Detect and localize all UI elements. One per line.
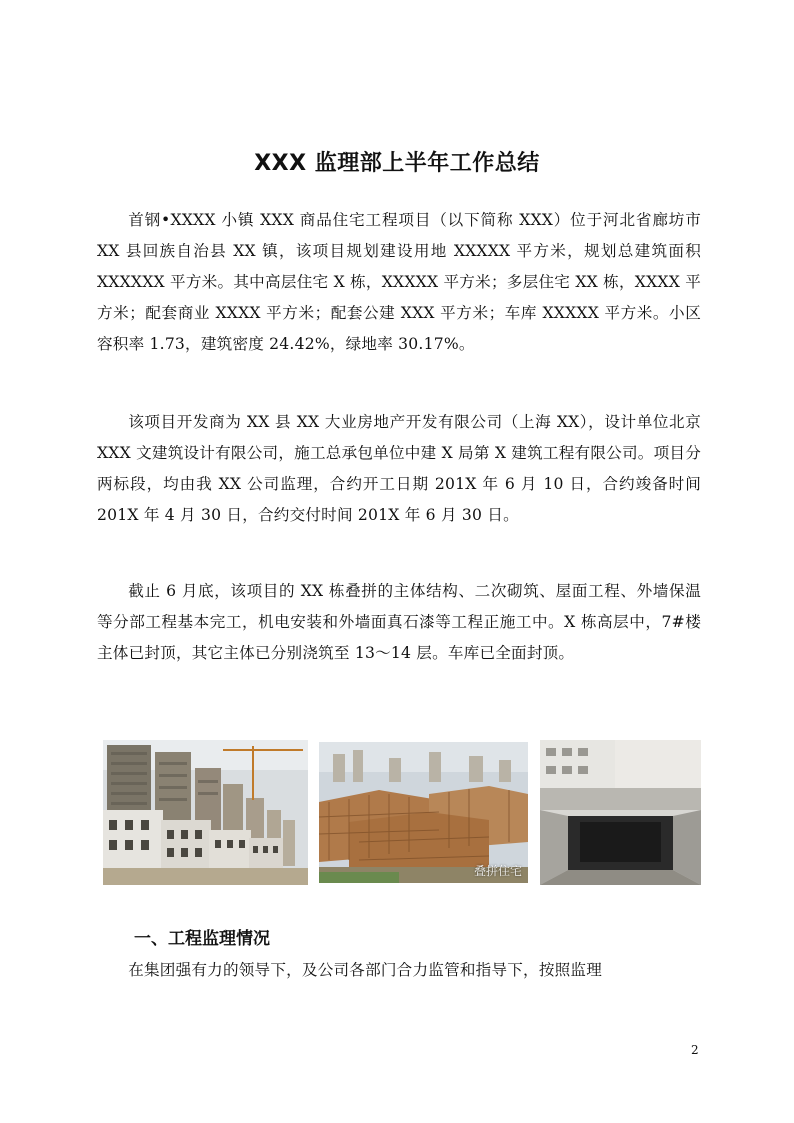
photo-highrise-construction (103, 740, 308, 885)
paragraph-progress-status: 截止 6 月底，该项目的 XX 栋叠拼的主体结构、二次砌筑、屋面工程、外墙保温等分部工程基本完工，机电安装和外墙面真石漆等工程正施工中。X 栋高层中，7#楼主体已封顶，其它主体已分别浇筑至 13～14 层。车库已全面封顶。 (97, 582, 701, 662)
page-title: XXX 监理部上半年工作总结 (254, 151, 540, 176)
paragraph-project-parties: 该项目开发商为 XX 县 XX 大业房地产开发有限公司（上海 XX），设计单位北京 XXX 文建筑设计有限公司，施工总承包单位中建 X 局第 X 建筑工程有限公司。项目分两标段，均由我 XX 公司监理，合约开工日期 201X 年 6 月 10 日，合约竣备时间 201X 年 4 月 30 日，合约交付时间 201X 年 6 月 30 日。 (97, 413, 701, 524)
page-number: 2 (691, 1043, 699, 1057)
photo-garage-interior (540, 740, 701, 885)
photo-caption: 叠拼住宅 (473, 864, 522, 878)
paragraph-project-overview: 首钢•XXXX 小镇 XXX 商品住宅工程项目（以下简称 XXX）位于河北省廊坊市 XX 县回族自治县 XX 镇，该项目规划建设用地 XXXXX 平方米，规划总建筑面积 XXXXXX 平方米。其中高层住宅 X 栋，XXXXX 平方米；多层住宅 XX 栋，XXXX 平方米；配套商业 XXXX 平方米；配套公建 XXX 平方米；车库 XXXXX 平方米。小区容积率 1.73，建筑密度 24.42%，绿地率 30.17%。 (97, 211, 701, 353)
section-heading: 一、工程监理情况 (134, 929, 270, 949)
paragraph-supervision-intro: 在集团强有力的领导下，及公司各部门合力监管和指导下，按照监理 (128, 961, 603, 979)
photo-townhouse-construction (319, 742, 528, 883)
